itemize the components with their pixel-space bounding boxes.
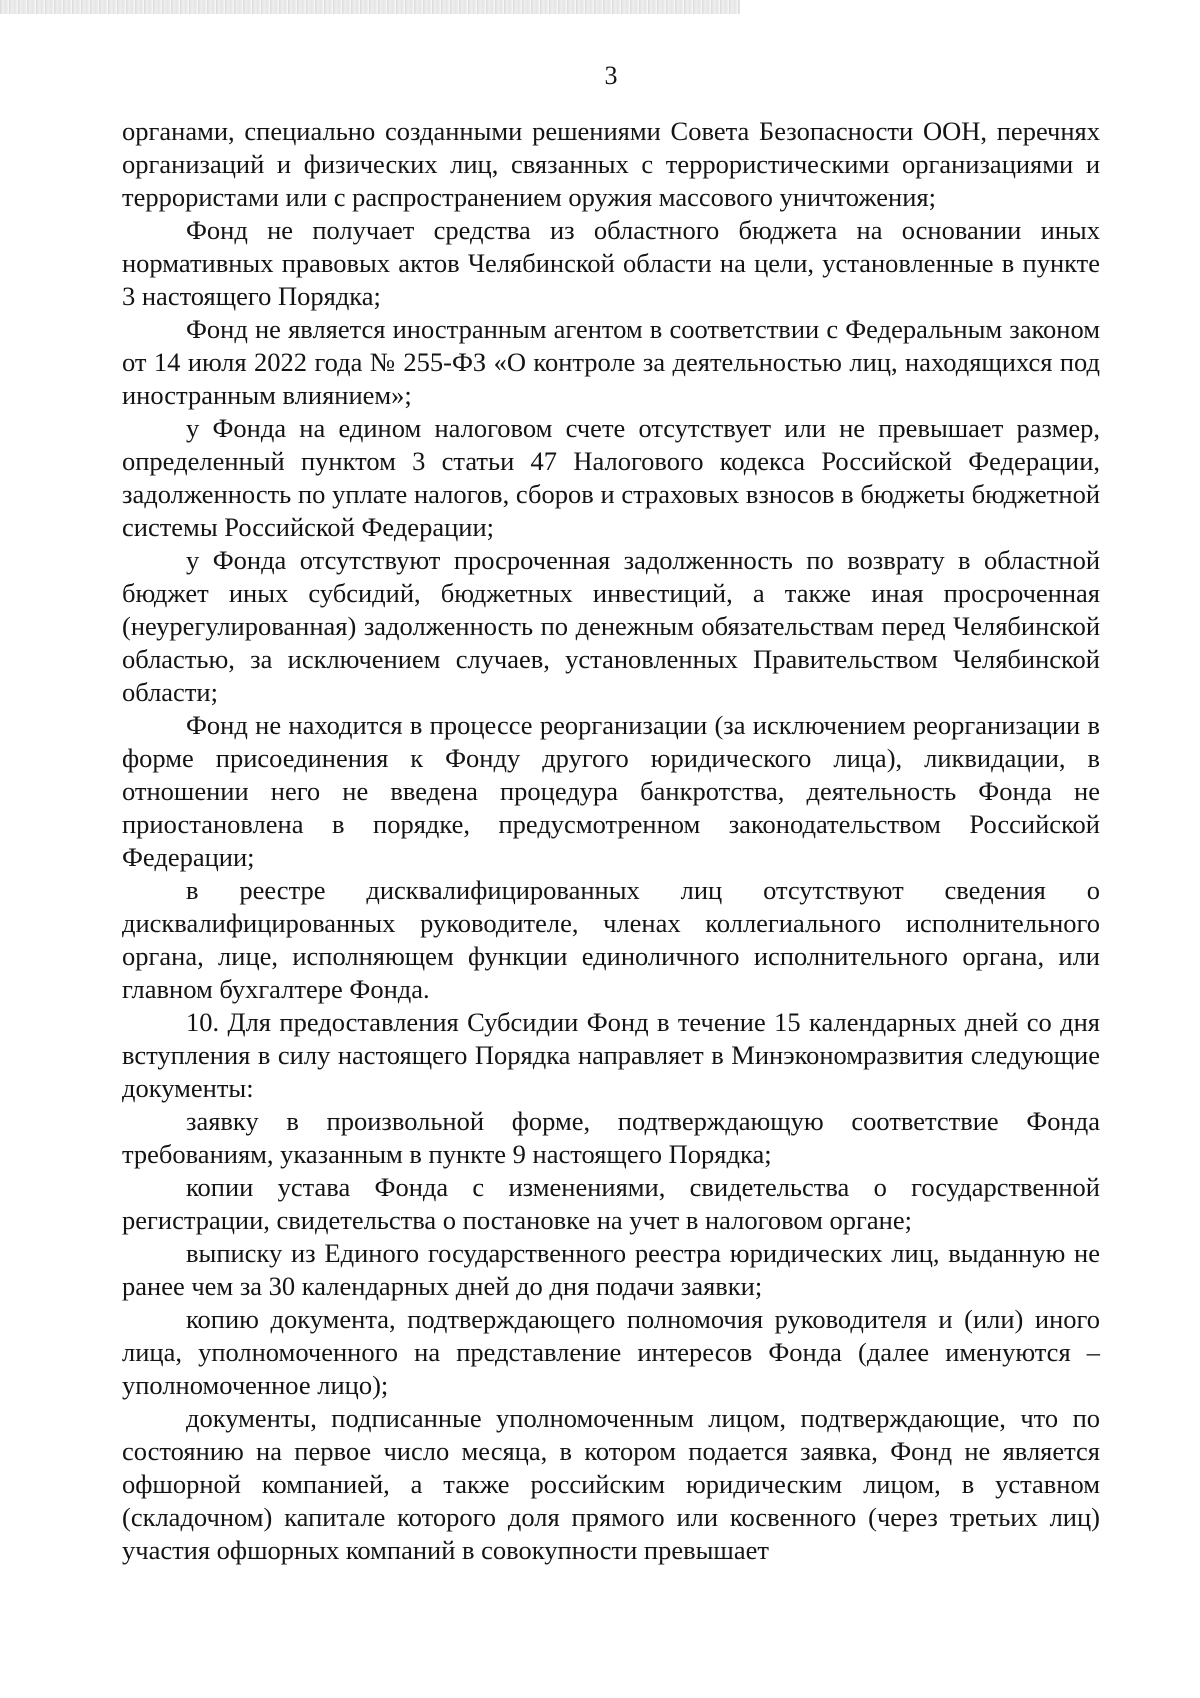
page-number: 3 — [604, 61, 618, 90]
paragraph-disqualified-persons: в реестре дисквалифицированных лиц отсутствуют сведения о дисквалифицированных руководителе, членах коллегиального исполнительного органа, лице, исполняющем функции единоличного исполнительного органа, или главном бухгалтере Фонда. — [122, 875, 1100, 1004]
paragraph-overdue-debt: у Фонда отсутствуют просроченная задолженность по возврату в областной бюджет иных субсидий, бюджетных инвестиций, а также иная просроченная (неурегулированная) задолженность по денежным обязательствам перед Челябинской областью, за исключением случаев, установленных Правительством Челябинской области; — [122, 545, 1100, 707]
paragraph-charter-copies: копии устава Фонда с изменениями, свидетельства о государственной регистрации, свидетельства о постановке на учет в налоговом органе; — [122, 1172, 1100, 1235]
scan-edge-artifact — [0, 0, 740, 14]
paragraph-application: заявку в произвольной форме, подтверждающую соответствие Фонда требованиям, указанным в пункте 9 настоящего Порядка; — [122, 1106, 1100, 1169]
paragraph-no-other-budget-funds: Фонд не получает средства из областного бюджета на основании иных нормативных правовых актов Челябинской области на цели, установленные в пункте 3 настоящего Порядка; — [122, 215, 1100, 311]
paragraph-sanctions-lists-continuation: органами, специально созданными решениями Совета Безопасности ООН, перечнях организаций и физических лиц, связанных с террористическими организациями и террористами или с распространением оружия массового уничтожения; — [122, 116, 1100, 212]
paragraph-clause-10-documents: 10. Для предоставления Субсидии Фонд в течение 15 календарных дней со дня вступления в силу настоящего Порядка направляет в Минэкономразвития следующие документы: — [122, 1007, 1100, 1103]
paragraph-authority-document: копию документа, подтверждающего полномочия руководителя и (или) иного лица, уполномоченного на представление интересов Фонда (далее именуются – уполномоченное лицо); — [122, 1304, 1100, 1400]
paragraph-not-foreign-agent: Фонд не является иностранным агентом в соответствии с Федеральным законом от 14 июля 2022 года № 255-ФЗ «О контроле за деятельностью лиц, находящихся под иностранным влиянием»; — [122, 314, 1100, 410]
paragraph-no-reorganization: Фонд не находится в процессе реорганизации (за исключением реорганизации в форме присоединения к Фонду другого юридического лица), ликвидации, в отношении него не введена процедура банкротства, деятельность Фонда не приостановлена в порядке, предусмотренном законодательством Российской Федерации; — [122, 710, 1100, 872]
paragraph-registry-extract: выписку из Единого государственного реестра юридических лиц, выданную не ранее чем за 30 календарных дней до дня подачи заявки; — [122, 1238, 1100, 1301]
paragraph-offshore-documents: документы, подписанные уполномоченным лицом, подтверждающие, что по состоянию на первое число месяца, в котором подается заявка, Фонд не является офшорной компанией, а также российским юридическим лицом, в уставном (складочном) капитале которого доля прямого или косвенного (через третьих лиц) участия офшорных компаний в совокупности превышает — [122, 1403, 1100, 1565]
document-body — [122, 115, 1100, 1567]
paragraph-tax-debt: у Фонда на едином налоговом счете отсутствует или не превышает размер, определенный пунктом 3 статьи 47 Налогового кодекса Российской Федерации, задолженность по уплате налогов, сборов и страховых взносов в бюджеты бюджетной системы Российской Федерации; — [122, 413, 1100, 542]
